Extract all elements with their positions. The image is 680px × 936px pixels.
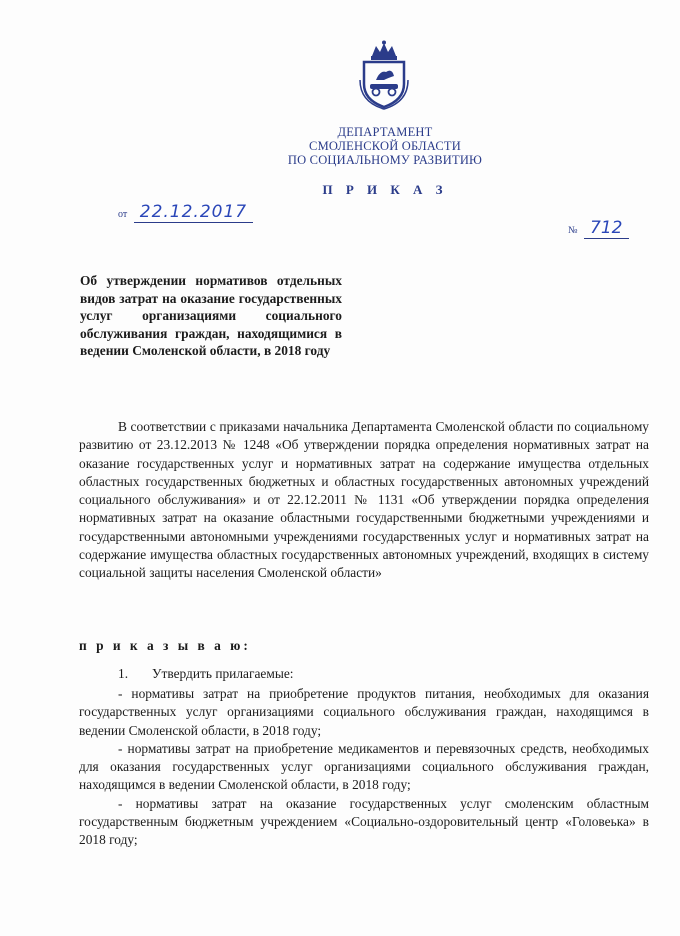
smolensk-coat-of-arms-icon [356,40,412,110]
doc-type: П Р И К А З [322,182,448,197]
number-prefix: № [568,225,578,236]
sub-item: - нормативы затрат на оказание государственных услуг смоленским областным государственным бюджетным учреждением «Социально-оздоровительный центр «Головеька» в 2018 году; [79,795,649,848]
preamble-paragraph: В соответствии с приказами начальника Департамента Смоленской области по социальному развитию от 23.12.2013 № 1248 «Об утверждении порядка определения нормативных затрат на оказание государственных услуг и нормативных затрат на содержание имущества отдельных областных государственных бюджетных и областных государственных автономных учреждений социального обслуживания» и от 22.12.2011 № 1131 «Об утверждении порядка определения нормативных затрат на оказание областными государственными бюджетными учреждениями и государственными автономными учреждениями государственных услуг и нормативных затрат на содержание имущества областных государственных автономных учреждений, входящих в систему социальной защиты населения Смоленской области» [79,419,649,581]
department-line-2: СМОЛЕНСКОЙ ОБЛАСТИ [309,139,461,153]
item-1 [118,666,294,682]
number-field [568,218,629,238]
item-1-number: 1. [118,666,129,681]
sub-items [79,685,649,850]
department-line-3: ПО СОЦИАЛЬНОМУ РАЗВИТИЮ [287,153,483,167]
order-word: п р и к а з ы в а ю: [79,638,251,653]
date-prefix: от [118,209,128,220]
department-name [240,125,530,167]
sub-item: - нормативы затрат на приобретение медикаментов и перевязочных средств, необходимых для оказания государственных услуг организациями социального обслуживания граждан, находящимся в ведении Смоленской области, в 2018 году; [79,740,649,793]
document-title: Об утверждении нормативов отдельных видов затрат на оказание государственных услуг организациями социального обслуживания граждан, находящимися в ведении Смоленской области, в 2018 году [80,273,342,358]
item-1-text: Утвердить прилагаемые: [152,666,294,681]
number-value: 712 [584,218,628,239]
date-field [118,202,253,222]
date-value: 22.12.2017 [134,202,253,223]
sub-item: - нормативы затрат на приобретение продуктов питания, необходимых для оказания государственных услуг организациями социального обслуживания граждан, находящимся в ведении Смоленской области, в 2018 году; [79,686,649,738]
department-line-1: ДЕПАРТАМЕНТ [337,125,433,139]
